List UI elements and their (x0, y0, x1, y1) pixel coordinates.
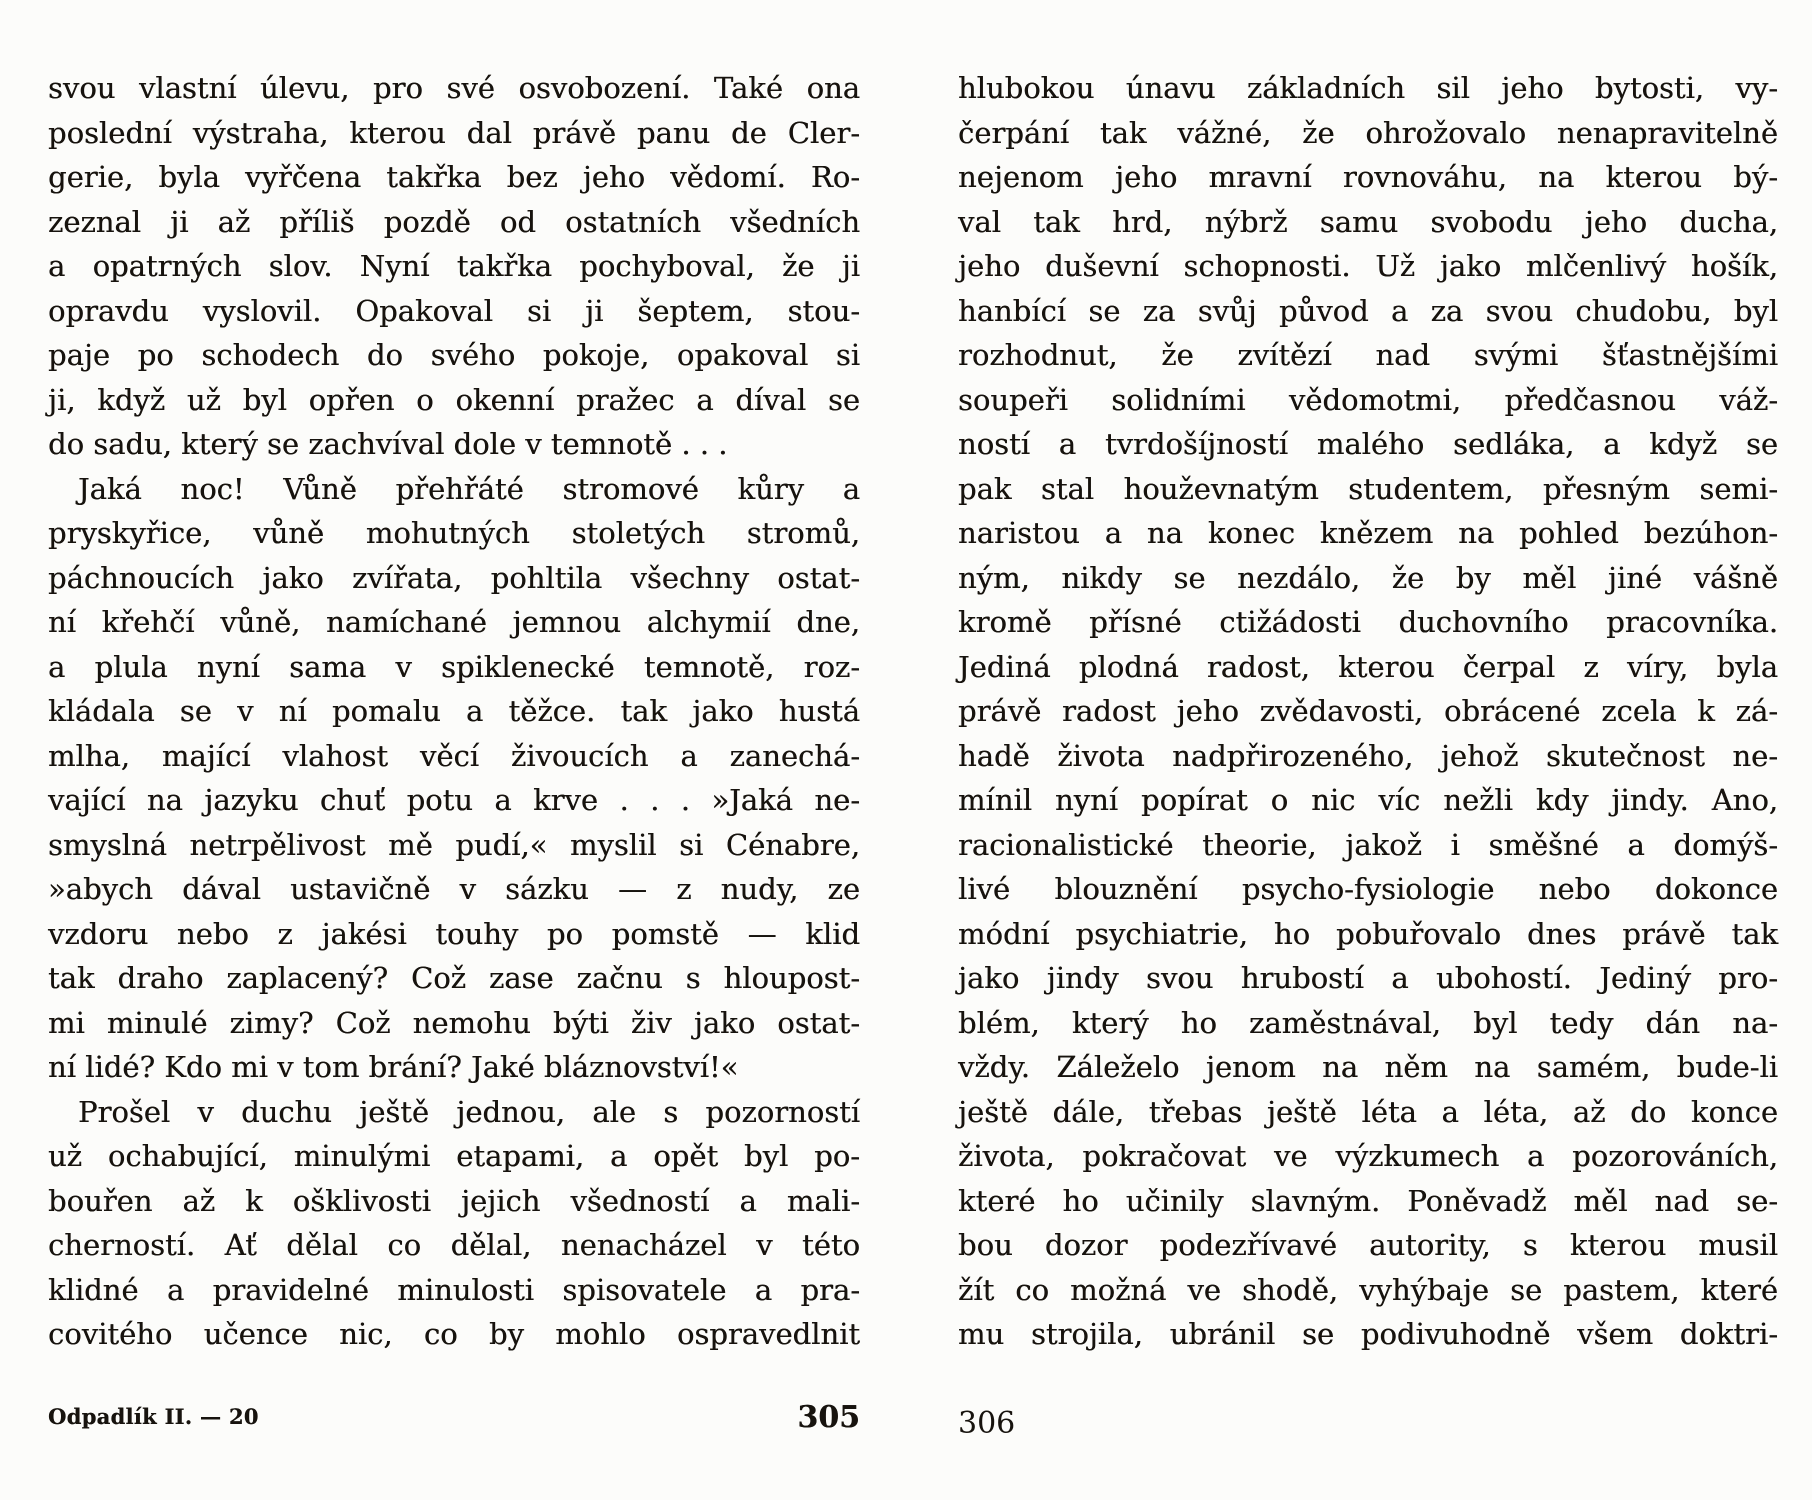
text-line: mi minulé zimy? Což nemohu býti živ jako ostat- (48, 1005, 860, 1040)
left-page-text (48, 66, 860, 1357)
text-line: racionalistické theorie, jakož i směšné a domýš- (958, 827, 1778, 862)
text-line: jako jindy svou hrubostí a ubohostí. Jediný pro- (958, 961, 1778, 995)
text-line: tak draho zaplacený? Což zase začnu s hloupost- (48, 961, 860, 995)
text-line: Jaká noc! Vůně přehřáté stromové kůry a (78, 471, 860, 506)
book-signature: Odpadlík II. — 20 (48, 1404, 259, 1429)
text-line: kládala se v ní pomalu a těžce. tak jako hustá (48, 694, 860, 728)
text-line: nejenom jeho mravní rovnováhu, na kterou bý- (958, 160, 1778, 194)
text-line: bouřen až k ošklivosti jejich všedností a mali- (48, 1183, 860, 1218)
text-line: livé blouznění psycho-fysiologie nebo dokonce (958, 872, 1778, 906)
text-line: naristou a na konec knězem na pohled bezúhon- (958, 516, 1778, 550)
page-number-left: 305 (797, 1400, 860, 1435)
text-line: hanbící se za svůj původ a za svou chudobu, byl (958, 293, 1778, 328)
text-line: blém, který ho zaměstnával, byl tedy dán na- (958, 1005, 1778, 1040)
text-line: mlha, mající vlahost věcí živoucích a zanechá- (48, 738, 860, 773)
text-line: hlubokou únavu základních sil jeho bytosti, vy- (958, 71, 1778, 105)
text-line: už ochabující, minulými etapami, a opět byl po- (48, 1139, 860, 1173)
text-line: klidné a pravidelné minulosti spisovatele a pra- (48, 1272, 860, 1307)
text-line: ným, nikdy se nezdálo, že by měl jiné vášně (958, 560, 1778, 595)
text-line: soupeři solidními vědomotmi, předčasnou váž- (958, 382, 1778, 417)
text-line: života, pokračovat ve výzkumech a pozorováních, (958, 1139, 1778, 1173)
text-line: mu strojila, ubránil se podivuhodně všem doktri- (958, 1317, 1778, 1351)
text-line: a plula nyní sama v spiklenecké temnotě, roz- (48, 649, 860, 684)
text-line: právě radost jeho zvědavosti, obrácené zcela k zá- (958, 694, 1778, 728)
text-line: ještě dále, třebas ještě léta a léta, až do konce (958, 1094, 1778, 1129)
text-line: gerie, byla vyřčena takřka bez jeho vědomí. Ro- (48, 160, 860, 194)
text-line: do sadu, který se zachvíval dole v temnotě . . . (48, 427, 728, 461)
text-line: módní psychiatrie, ho pobuřovalo dnes právě tak (958, 916, 1778, 951)
text-line: které ho učinily slavným. Poněvadž měl nad se- (958, 1183, 1778, 1218)
text-line: pak stal houževnatým studentem, přesným semi- (958, 471, 1778, 506)
text-line: ji, když už byl opřen o okenní pražec a díval se (48, 382, 860, 417)
text-line: ností a tvrdošíjností malého sedláka, a když se (958, 427, 1778, 461)
text-line: vždy. Záleželo jenom na něm na samém, bude-li (958, 1050, 1778, 1084)
text-line: vzdoru nebo z jakési touhy po pomstě — klid (48, 916, 860, 951)
text-line: páchnoucích jako zvířata, pohltila všechny ostat- (48, 560, 860, 595)
text-line: ní lidé? Kdo mi v tom brání? Jaké bláznovství!« (48, 1050, 739, 1084)
text-line: val tak hrd, nýbrž samu svobodu jeho ducha, (958, 204, 1778, 239)
text-line: paje po schodech do svého pokoje, opakoval si (48, 338, 860, 372)
text-line: kromě přísné ctižádosti duchovního pracovníka. (958, 605, 1778, 639)
text-line: bou dozor podezřívavé autority, s kterou musil (958, 1228, 1778, 1262)
text-line: Prošel v duchu ještě jednou, ale s pozorností (78, 1094, 860, 1129)
text-line: vající na jazyku chuť potu a krve . . . »Jaká ne- (48, 783, 860, 817)
text-line: žít co možná ve shodě, vyhýbaje se pastem, které (958, 1272, 1778, 1307)
text-line: opravdu vyslovil. Opakoval si ji šeptem, stou- (48, 293, 860, 328)
right-page-text (958, 66, 1778, 1357)
text-line: hadě života nadpřirozeného, jehož skutečnost ne- (958, 738, 1778, 773)
text-line: čerpání tak vážné, že ohrožovalo nenapravitelně (958, 115, 1778, 150)
text-line: covitého učence nic, co by mohlo ospravedlnit (48, 1317, 860, 1351)
text-line: zeznal ji až příliš pozdě od ostatních všedních (48, 204, 860, 239)
text-line: Jediná plodná radost, kterou čerpal z víry, byla (958, 649, 1778, 684)
text-line: smyslná netrpělivost mě pudí,« myslil si Cénabre, (48, 827, 860, 862)
text-line: ní křehčí vůně, namíchané jemnou alchymií dne, (48, 605, 860, 639)
text-line: svou vlastní úlevu, pro své osvobození. Také ona (48, 71, 860, 105)
text-line: poslední výstraha, kterou dal právě panu de Cler- (48, 115, 860, 150)
text-line: »abych dával ustavičně v sázku — z nudy, ze (48, 872, 860, 906)
text-line: mínil nyní popírat o nic víc nežli kdy jindy. Ano, (958, 783, 1778, 817)
text-line: pryskyřice, vůně mohutných stoletých stromů, (48, 516, 860, 550)
page-number-right: 306 (958, 1406, 1016, 1441)
text-line: a opatrných slov. Nyní takřka pochyboval, že ji (48, 249, 860, 283)
text-line: cherností. Ať dělal co dělal, nenacházel v této (48, 1228, 860, 1262)
text-line: rozhodnut, že zvítězí nad svými šťastnějšími (958, 338, 1778, 372)
text-line: jeho duševní schopnosti. Už jako mlčenlivý hošík, (958, 249, 1778, 283)
